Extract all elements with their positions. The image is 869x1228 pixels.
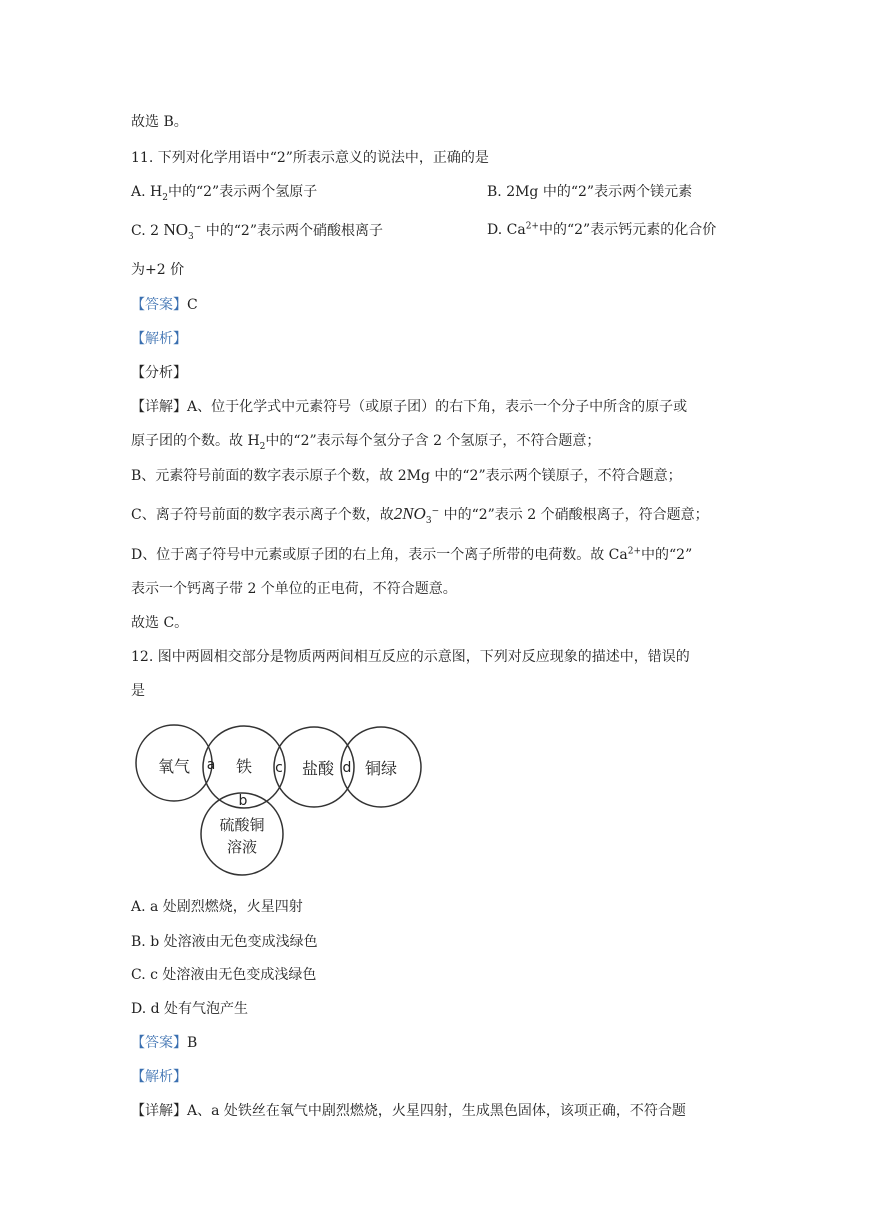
detail-line-5 [131, 545, 692, 565]
detail-tag: 【详解】 [131, 1103, 187, 1119]
answer-value: B [187, 1035, 198, 1051]
question-11-stem: 11. 下列对化学用语中“2”所表示意义的说法中，正确的是 [131, 150, 489, 166]
text-line: 故选 B。 [131, 114, 188, 130]
intersection-label: b [238, 793, 248, 809]
detail-line-4 [131, 504, 709, 525]
intersection-label: a [206, 757, 216, 773]
question-11-option-d-cont: 为+2 价 [131, 262, 185, 278]
subscript: 2 [162, 192, 168, 203]
superscript: 2+ [627, 546, 642, 557]
superscript: − [193, 222, 202, 233]
subscript: 3 [425, 515, 432, 526]
detail-line-1 [131, 397, 687, 417]
option-text: D. Ca [487, 222, 526, 238]
analysis-tag: 【解析】 [131, 1069, 187, 1085]
reaction-circles-diagram [134, 718, 424, 880]
option-text: 中的“2”表示两个氢原子 [167, 184, 318, 200]
text-line: 故选 C。 [131, 615, 189, 631]
question-12-stem-cont: 是 [131, 683, 145, 699]
detail-text: 原子团的个数。故 H [131, 433, 260, 449]
question-11-option-a [131, 182, 317, 202]
detail-text: A、位于化学式中元素符号（或原子团）的右下角，表示一个分子中所含的原子或 [187, 399, 688, 415]
detail-text: 中的“2” [641, 547, 693, 563]
detail-text: 中的“2”表示 2 个硝酸根离子，符合题意； [439, 507, 709, 523]
question-12-option-a: A. a 处剧烈燃烧，火星四射 [131, 899, 303, 915]
detail-12-line-1 [131, 1101, 686, 1121]
superscript: 2+ [525, 221, 539, 232]
circle-label: 铜绿 [364, 759, 398, 778]
question-12-option-d: D. d 处有气泡产生 [131, 1001, 249, 1017]
detail-line-6: 表示一个钙离子带 2 个单位的正电荷，不符合题意。 [131, 581, 457, 597]
detail-text: A、a 处铁丝在氧气中剧烈燃烧，火星四射，生成黑色固体，该项正确，不符合题 [187, 1103, 686, 1119]
answer-tag: 【答案】 [131, 297, 187, 313]
detail-line-2 [131, 431, 600, 451]
subscript: 2 [259, 441, 266, 452]
option-text: C. 2 [131, 223, 164, 239]
subscript: 3 [188, 231, 194, 242]
option-text: A. H [131, 184, 163, 200]
intersection-label: d [342, 760, 352, 776]
formula: 2NO [393, 504, 426, 523]
detail-text: C、离子符号前面的数字表示离子个数，故 [131, 507, 394, 523]
question-12-stem: 12. 图中两圆相交部分是物质两两间相互反应的示意图，下列对反应现象的描述中，错误的 [131, 649, 690, 665]
question-11-option-b: B. 2Mg 中的“2”表示两个镁元素 [487, 184, 693, 200]
answer-12 [131, 1033, 197, 1053]
circle-label: 铁 [235, 757, 253, 776]
fenxi-tag: 【分析】 [131, 365, 187, 381]
option-text: 中的“2”表示钙元素的化合价 [538, 222, 717, 238]
circle-label: 硫酸铜 [219, 816, 265, 834]
superscript: − [431, 506, 440, 517]
question-11-option-d [487, 220, 716, 240]
question-12-option-c: C. c 处溶液由无色变成浅绿色 [131, 967, 317, 983]
question-12-option-b: B. b 处溶液由无色变成浅绿色 [131, 934, 318, 950]
analysis-tag: 【解析】 [131, 331, 187, 347]
answer-value: C [187, 297, 198, 313]
circle-label: 溶液 [226, 838, 258, 856]
answer-tag: 【答案】 [131, 1035, 187, 1051]
detail-tag: 【详解】 [131, 399, 187, 415]
intersection-label: c [275, 760, 283, 776]
detail-text: 中的“2”表示每个氢分子含 2 个氢原子，不符合题意； [265, 433, 601, 449]
answer-11 [131, 295, 198, 315]
formula: NO [163, 220, 189, 239]
detail-line-3: B、元素符号前面的数字表示原子个数，故 2Mg 中的“2”表示两个镁原子，不符合题意； [131, 468, 682, 484]
circle-label: 盐酸 [301, 759, 335, 778]
question-11-option-c [131, 220, 383, 241]
option-text: 中的“2”表示两个硝酸根离子 [201, 223, 383, 239]
circle-label: 氧气 [157, 757, 191, 776]
detail-text: D、位于离子符号中元素或原子团的右上角，表示一个离子所带的电荷数。故 Ca [131, 547, 628, 563]
